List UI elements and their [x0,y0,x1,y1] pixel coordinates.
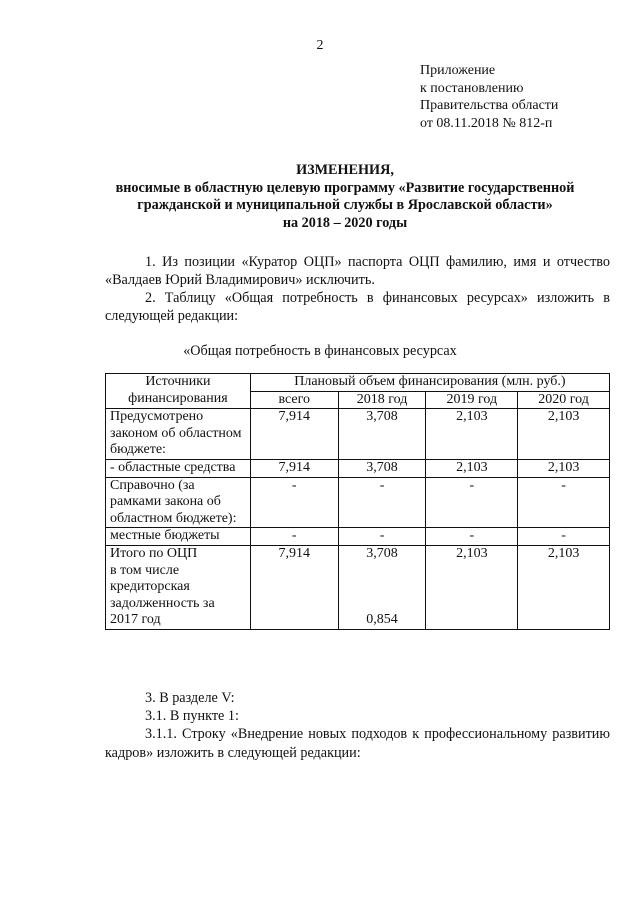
cell-2018 [338,545,426,629]
cell-2019: - [426,528,518,546]
row-label: местные бюджеты [106,528,251,546]
row-label: Предусмотрено законом об областном бюджете: [106,409,251,460]
appendix-line: Приложение [420,63,496,78]
table-header-row [106,374,610,392]
title-line: ИЗМЕНЕНИЯ, [296,162,394,178]
cell-2019: 2,103 [426,459,518,477]
table-caption: «Общая потребность в финансовых ресурсах [183,343,457,359]
paragraph-2: 2. Таблицу «Общая потребность в финансовых ресурсах» изложить в следующей редакции: [105,290,610,324]
section-3-1: 3.1. В пункте 1: [145,708,239,724]
row-label-line: Итого по ОЦП [110,545,198,561]
cell-2018-total: 3,708 [366,545,398,561]
header-2020: 2020 год [518,391,610,409]
title-line: вносимые в областную целевую программу «Развитие государственной [115,179,575,196]
section-3: 3. В разделе V: [145,690,235,706]
row-label [106,545,251,629]
cell-2018: - [338,477,426,528]
appendix-block [420,62,558,132]
cell-total: - [250,528,338,546]
appendix-line: от 08.11.2018 № 812-п [420,115,553,131]
header-planned: Плановый объем финансирования (млн. руб.) [250,374,609,392]
cell-2019: 2,103 [426,409,518,460]
appendix-line: к постановлению [420,80,524,96]
row-label: Справочно (за рамками закона об областном бюджете): [106,477,251,528]
cell-2019: 2,103 [426,545,518,629]
section-3-1-1: 3.1.1. Строку «Внедрение новых подходов к профессиональному развитию кадров» изложить в следующей редакции: [105,726,610,761]
cell-2018: - [338,528,426,546]
document-title [80,162,610,232]
cell-total: 7,914 [250,459,338,477]
cell-2020: 2,103 [518,409,610,460]
cell-2018: 3,708 [338,409,426,460]
paragraph-1: 1. Из позиции «Куратор ОЦП» паспорта ОЦП фамилию, имя и отчество «Валдаев Юрий Владимирович» исключить. [105,254,610,288]
header-2019: 2019 год [426,391,518,409]
cell-2020: - [518,477,610,528]
table-row-total [106,545,610,629]
row-label: - областные средства [106,459,251,477]
cell-2020: 2,103 [518,545,610,629]
cell-total: 7,914 [250,409,338,460]
financing-table [105,373,610,630]
row-label-line: в том числе кредиторская задолженность за 2017 год [110,562,215,628]
cell-2018-debt: 0,854 [366,612,398,628]
cell-total: - [250,477,338,528]
table-row [106,459,610,477]
header-2018: 2018 год [338,391,426,409]
cell-2018: 3,708 [338,459,426,477]
table-row [106,477,610,528]
appendix-line: Правительства области [420,98,559,113]
header-source: Источники финансирования [106,374,251,409]
header-total: всего [250,391,338,409]
page-number: 2 [316,38,324,53]
table-row [106,409,610,460]
cell-2019: - [426,477,518,528]
cell-total: 7,914 [250,545,338,629]
cell-2020: 2,103 [518,459,610,477]
table-row [106,528,610,546]
title-line: на 2018 – 2020 годы [282,214,408,231]
cell-2020: - [518,528,610,546]
title-line: гражданской и муниципальной службы в Ярославской области» [137,197,553,213]
